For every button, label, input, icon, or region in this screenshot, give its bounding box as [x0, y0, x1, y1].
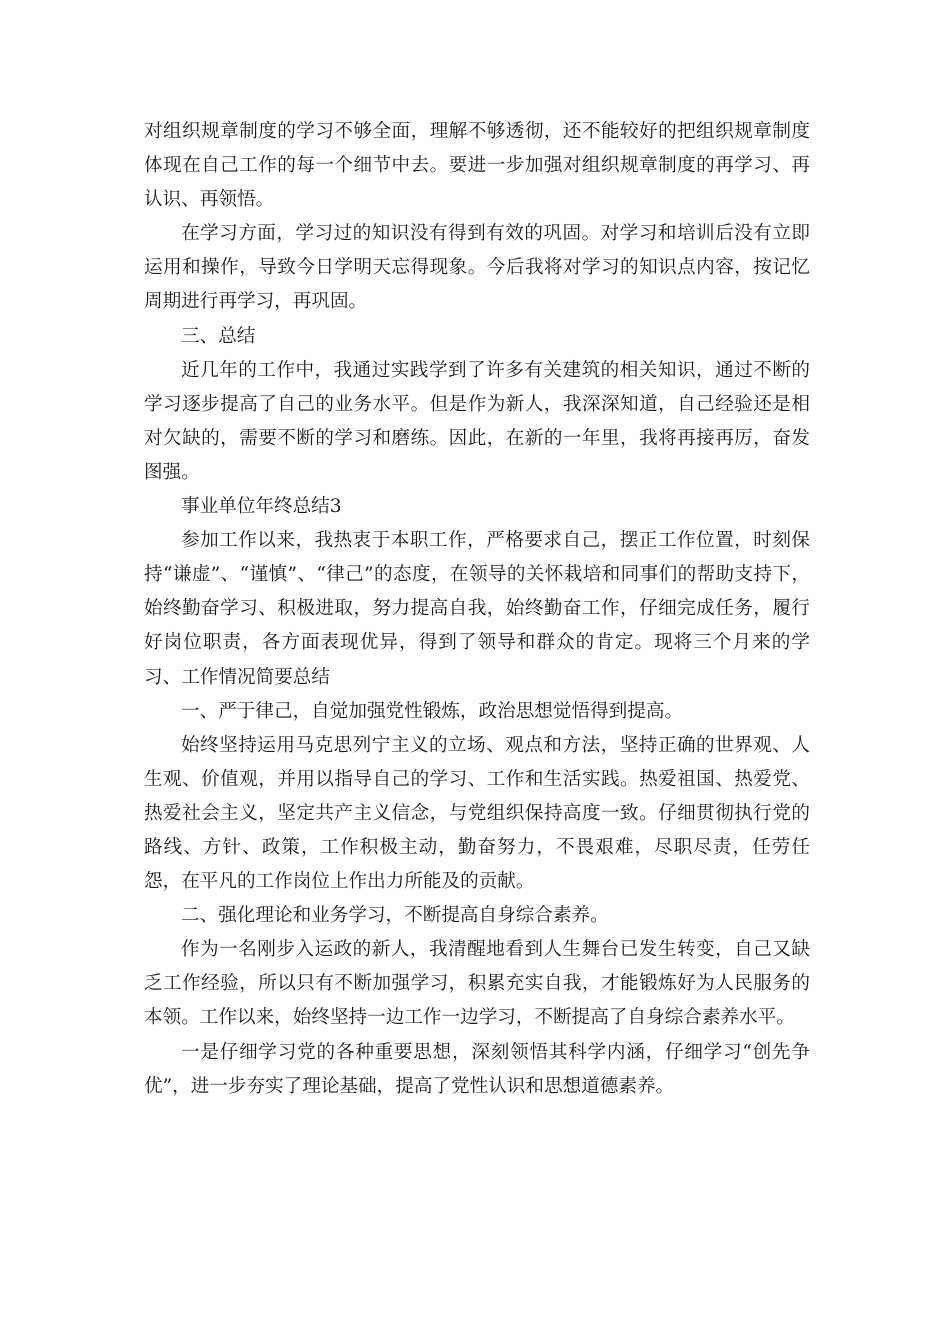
- paragraph-study-aspect: 在学习方面，学习过的知识没有得到有效的巩固。对学习和培训后没有立即运用和操作，导致今日学明天忘得现象。今后我将对学习的知识点内容，按记忆周期进行再学习，再巩固。: [144, 223, 810, 313]
- heading-summary: 三、总结: [181, 325, 256, 347]
- heading-theory-study: 二、强化理论和业务学习，不断提高自身综合素养。: [181, 905, 609, 927]
- paragraph-marxism: 始终坚持运用马克思列宁主义的立场、观点和方法，坚持正确的世界观、人生观、价值观，并用以指导自己的学习、工作和生活实践。热爱祖国、热爱党、热爱社会主义，坚定共产主义信念，与党组织保持高度一致。仔细贯彻执行党的路线、方针、政策，工作积极主动，勤奋努力，不畏艰难，尽职尽责，任劳任怨，在平凡的工作岗位上作出力所能及的贡献。: [144, 734, 810, 893]
- paragraph-recent-years: 近几年的工作中，我通过实践学到了许多有关建筑的相关知识，通过不断的学习逐步提高了自己的业务水平。但是作为新人，我深深知道，自己经验还是相对欠缺的，需要不断的学习和磨练。因此，在新的一年里，我将再接再厉，奋发图强。: [144, 359, 810, 483]
- document-body: [144, 115, 810, 1104]
- paragraph-point-one: 一是仔细学习党的各种重要思想，深刻领悟其科学内涵，仔细学习“创先争优”，进一步夯实了理论基础，提高了党性认识和思想道德素养。: [144, 1041, 810, 1097]
- paragraph-rules-study: 对组织规章制度的学习不够全面，理解不够透彻，还不能较好的把组织规章制度体现在自己工作的每一个细节中去。要进一步加强对组织规章制度的再学习、再认识、再领悟。: [144, 121, 810, 211]
- paragraph-since-joining: 参加工作以来，我热衷于本职工作，严格要求自己，摆正工作位置，时刻保持“谦虚”、“谨慎”、“律己”的态度，在领导的关怀栽培和同事们的帮助支持下，始终勤奋学习、积极进取，努力提高自我，始终勤奋工作，仔细完成任务，履行好岗位职责，各方面表现优异，得到了领导和群众的肯定。现将三个月来的学习、工作情况简要总结: [144, 530, 810, 688]
- section-title: 事业单位年终总结3: [181, 496, 342, 518]
- paragraph-newcomer: 作为一名刚步入运政的新人，我清醒地看到人生舞台已发生转变，自己又缺乏工作经验，所以只有不断加强学习，积累充实自我，才能锻炼好为人民服务的本领。工作以来，始终坚持一边工作一边学习，不断提高了自身综合素养水平。: [144, 939, 810, 1029]
- heading-self-discipline: 一、严于律己，自觉加强党性锻炼，政治思想觉悟得到提高。: [181, 700, 684, 722]
